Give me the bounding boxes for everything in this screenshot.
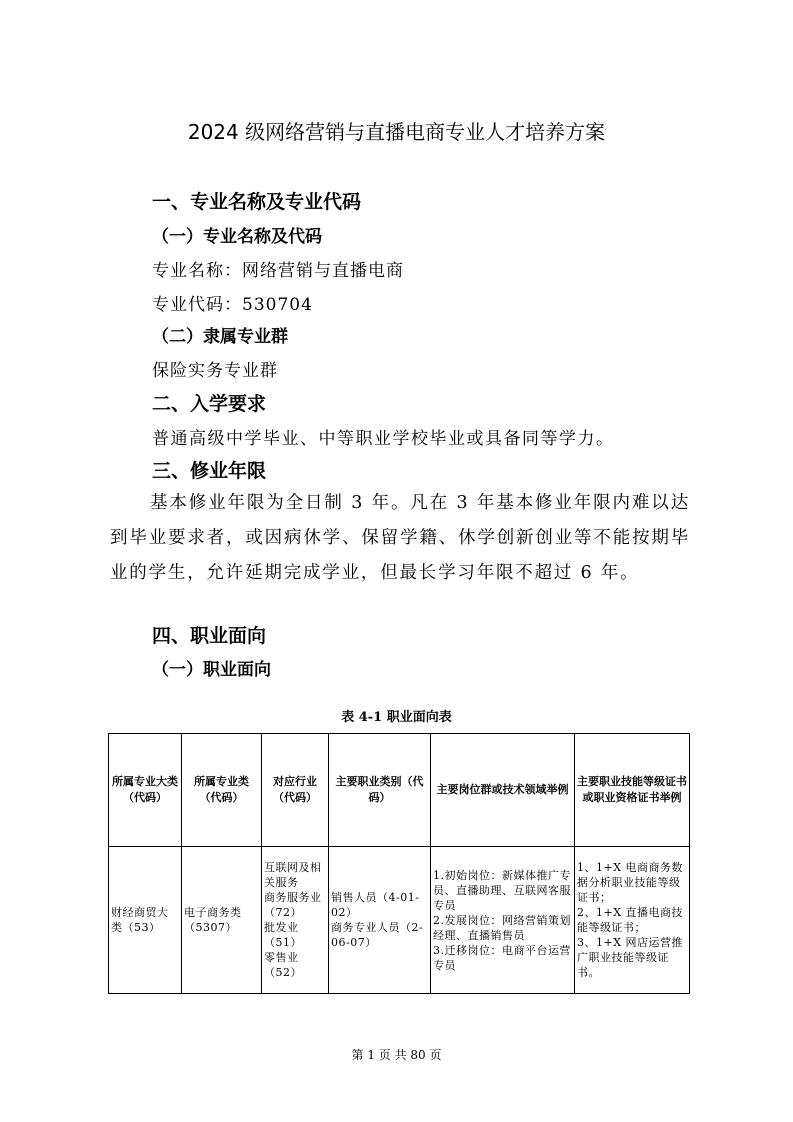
study-duration-paragraph: 基本修业年限为全日制 3 年。凡在 3 年基本修业年限内难以达到毕业要求者，或因病休学、保留学籍、休学创新创业等不能按期毕业的学生，允许延期完成学业，但最长学习年限不超过 6 年。 — [110, 493, 690, 583]
certificate-item: 1、1+X 电商商务数据分析职业技能等级证书； — [577, 861, 684, 904]
cell-certificates — [575, 847, 690, 994]
occupation-item: 商务专业人员（2-06-07） — [331, 921, 424, 949]
industry-item: 互联网及相关服务 — [264, 861, 322, 889]
table-row — [109, 847, 690, 994]
cell-positions — [431, 847, 575, 994]
cell-occupations — [329, 847, 431, 994]
major-group-line: 保险实务专业群 — [152, 361, 278, 381]
header-occupation: 主要职业类别（代码） — [329, 734, 431, 847]
section-4-heading: 四、职业面向 — [152, 625, 267, 647]
table-caption: 表 4-1 职业面向表 — [341, 710, 452, 725]
industry-item: 商务服务业（72） — [264, 891, 322, 919]
document-title: 2024 级网络营销与直播电商专业人才培养方案 — [187, 120, 606, 144]
cell-major-category: 财经商贸大类（53） — [109, 847, 182, 994]
cell-industries — [262, 847, 329, 994]
industry-item: 零售业（52） — [264, 951, 302, 979]
certificate-item: 2、1+X 直播电商技能等级证书； — [577, 906, 684, 934]
header-industry: 对应行业（代码） — [262, 734, 329, 847]
position-item: 2.发展岗位：网络营销策划经理、直播销售员 — [433, 913, 571, 942]
industry-item: 批发业（51） — [264, 921, 302, 949]
section-3-heading: 三、修业年限 — [152, 460, 267, 482]
certificate-item: 3、1+X 网店运营推广职业技能等级证书。 — [577, 936, 684, 979]
section-1-heading: 一、专业名称及专业代码 — [152, 191, 362, 213]
major-code-line: 专业代码：530704 — [152, 295, 313, 315]
section-4-1-heading: （一）职业面向 — [152, 660, 271, 680]
header-positions: 主要岗位群或技术领域举例 — [431, 734, 575, 847]
cell-major-class: 电子商务类（5307） — [182, 847, 262, 994]
admission-text: 普通高级中学毕业、中等职业学校毕业或具备同等学力。 — [152, 429, 615, 449]
header-major-class: 所属专业类（代码） — [182, 734, 262, 847]
section-2-heading: 二、入学要求 — [152, 393, 267, 415]
page-footer: 第 1 页 共 80 页 — [351, 1048, 442, 1062]
occupation-item: 销售人员（4-01-02） — [331, 891, 420, 919]
header-major-category: 所属专业大类（代码） — [109, 734, 182, 847]
position-item: 1.初始岗位：新媒体推广专员、直播助理、互联网客服专员 — [433, 868, 571, 912]
major-name-line: 专业名称：网络营销与直播电商 — [152, 261, 404, 281]
section-1-2-heading: （二）隶属专业群 — [152, 327, 288, 347]
section-1-1-heading: （一）专业名称及代码 — [152, 227, 322, 247]
header-certificates: 主要职业技能等级证书或职业资格证书举例 — [575, 734, 690, 847]
position-item: 3.迁移岗位：电商平台运营专员 — [433, 943, 571, 972]
table-header-row — [109, 734, 690, 847]
vocational-orientation-table — [108, 733, 690, 994]
